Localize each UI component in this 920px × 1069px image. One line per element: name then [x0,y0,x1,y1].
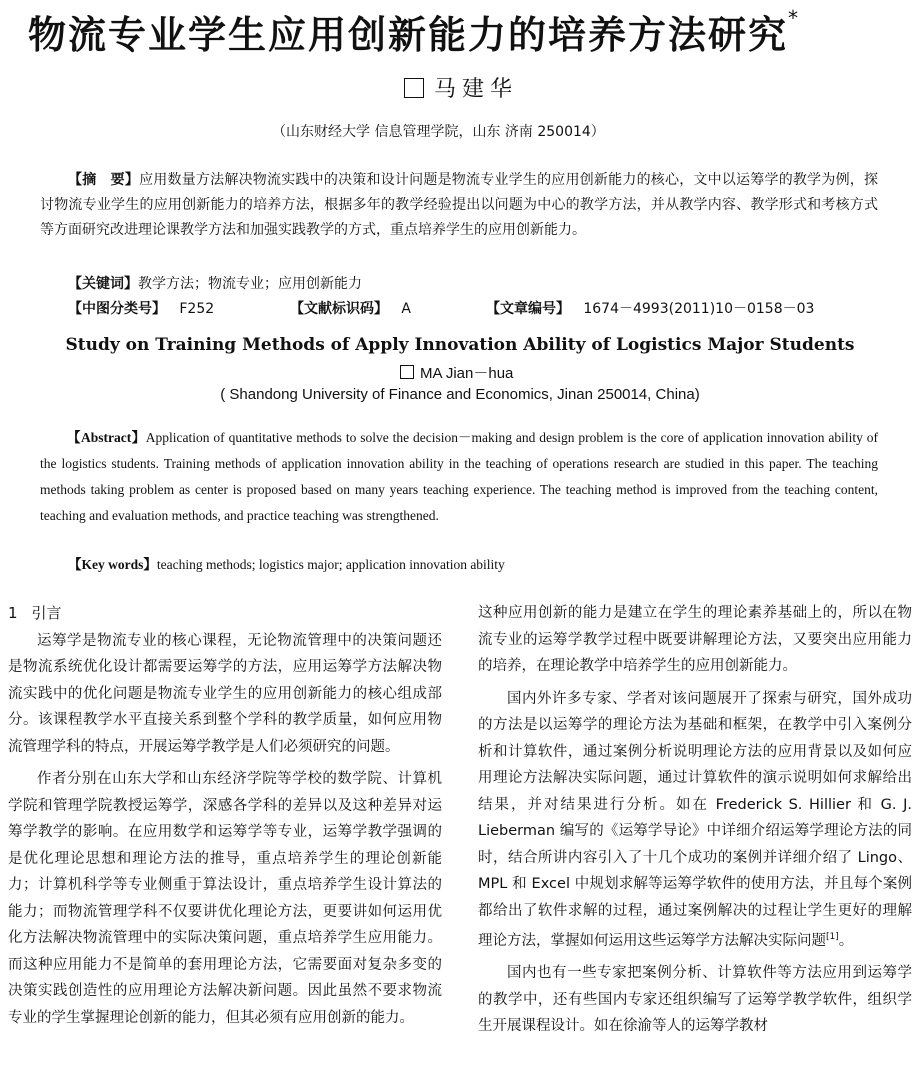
body-paragraph: 运筹学是物流专业的核心课程，无论物流管理中的决策问题还是物流系统优化设计都需要运筹学的方法，应用运筹学方法解决物流实践中的优化问题是物流专业学生的应用创新能力的核心组成部分。该课程教学水平直接关系到整个学科的教学质量，如何应用物流管理学科的特点，开展运筹学教学是人们必须研究的问题。 [8,632,442,755]
abstract-en [40,425,878,529]
author-en-box-icon [400,365,414,379]
abstract-en-text: Application of quantitative methods to solve the decision－making and design problem is the core of application innovation ability of the logistics students. Training methods of application innovation ability in the teaching of operations research are studied in this paper. The teaching methods taking problem as center is proposed based on many years teaching experience. The teaching method is improved from the teaching content, teaching and evaluation methods, and practice teaching was strengthened. [40,430,878,523]
body-column-right [478,600,912,1040]
document-code: 【文献标识码】 A [290,301,411,317]
abstract-en-label: 【Abstract】 [67,430,146,445]
abstract-cn-label: 【摘 要】 [68,172,140,188]
abstract-cn-text: 应用数量方法解决物流实践中的决策和设计问题是物流专业学生的应用创新能力的核心，文中以运筹学的教学为例，探讨物流专业学生的应用创新能力的培养方法，根据多年的教学经验提出以问题为中心的教学方法，并从教学内容、教学形式和考核方式等方面研究改进理论课教学方法和加强实践教学的方式，重点培养学生的应用创新能力。 [40,172,879,238]
author-cn: 马建华 [404,72,518,103]
body-paragraph: 国内外许多专家、学者对该问题展开了探索与研究，国外成功的方法是以运筹学的理论方法为基础和框架，在教学中引入案例分析和计算软件，通过案例分析说明理论方法的应用背景以及如何应用理论方法解决实际问题，通过计算软件的演示说明如何求解给出结果，并对结果进行分析。如在 Frederick S. Hillier 和 G. J. Lieberman 编写的《运筹学导论》中详细介绍运筹学理论方法的同时，结合所讲内容引入了十几个成功的案例并详细介绍了 Lingo、MPL 和 Excel 中规划求解等运筹学软件的使用方法，并且每个案例都给出了软件求解的过程，通过案例解决的过程让学生更好的理解理论方法，掌握如何运用这些运筹学方法解决实际问题[1]。 [478,690,912,949]
title-footnote-mark: * [788,6,801,30]
author-box-icon [404,78,424,98]
clc-number: 【中图分类号】 F252 [68,301,215,317]
citation-ref: [1] [826,932,839,942]
article-number: 【文章编号】 1674－4993(2011)10－0158－03 [486,301,815,317]
section-heading: 1 引言 [8,604,62,622]
paper-title-en: Study on Training Methods of Apply Innovation Ability of Logistics Major Students [65,335,855,355]
paper-title-cn: 物流专业学生应用创新能力的培养方法研究* [28,6,801,57]
keywords-en: 【Key words】teaching methods; logistics major; application innovation ability [68,557,505,572]
abstract-cn [40,168,878,243]
body-paragraph: 国内也有一些专家把案例分析、计算软件等方法应用到运筹学的教学中，还有些国内专家还组织编写了运筹学教学软件，组织学生开展课程设计。如在徐渝等人的运筹学教材 [478,965,912,1035]
keywords-cn: 【关键词】教学方法；物流专业；应用创新能力 [68,276,362,292]
affiliation-en: ( Shandong University of Finance and Economics, Jinan 250014, China) [220,386,700,403]
body-paragraph-continued: 这种应用创新的能力是建立在学生的理论素养基础上的，所以在物流专业的运筹学教学过程中既要讲解理论方法，又要突出应用能力的培养，在理论教学中培养学生的应用创新能力。 [478,605,912,674]
body-paragraph: 作者分别在山东大学和山东经济学院等学校的数学院、计算机学院和管理学院教授运筹学，深感各学科的差异以及这种差异对运筹学教学的影响。在应用数学和运筹学等专业，运筹学教学强调的是优化理论思想和理论方法的推导，重点培养学生的理论创新能力；计算机科学等专业侧重于算法设计，重点培养学生设计算法的能力；而物流管理学科不仅要讲优化理论方法，更要讲如何运用优化方法解决物流管理中的实际决策问题，重点培养学生应用能力。而这种应用能力不是简单的套用理论方法，它需要面对复杂多变的决策实践创造性的应用理论方法解决新问题。因此虽然不要求物流专业的学生掌握理论创新的能力，但其必须有应用创新的能力。 [8,771,442,1026]
affiliation-cn: （山东财经大学 信息管理学院，山东 济南 250014） [272,124,605,140]
body-column-left [8,600,442,1031]
author-en: MA Jian－hua [400,362,513,383]
